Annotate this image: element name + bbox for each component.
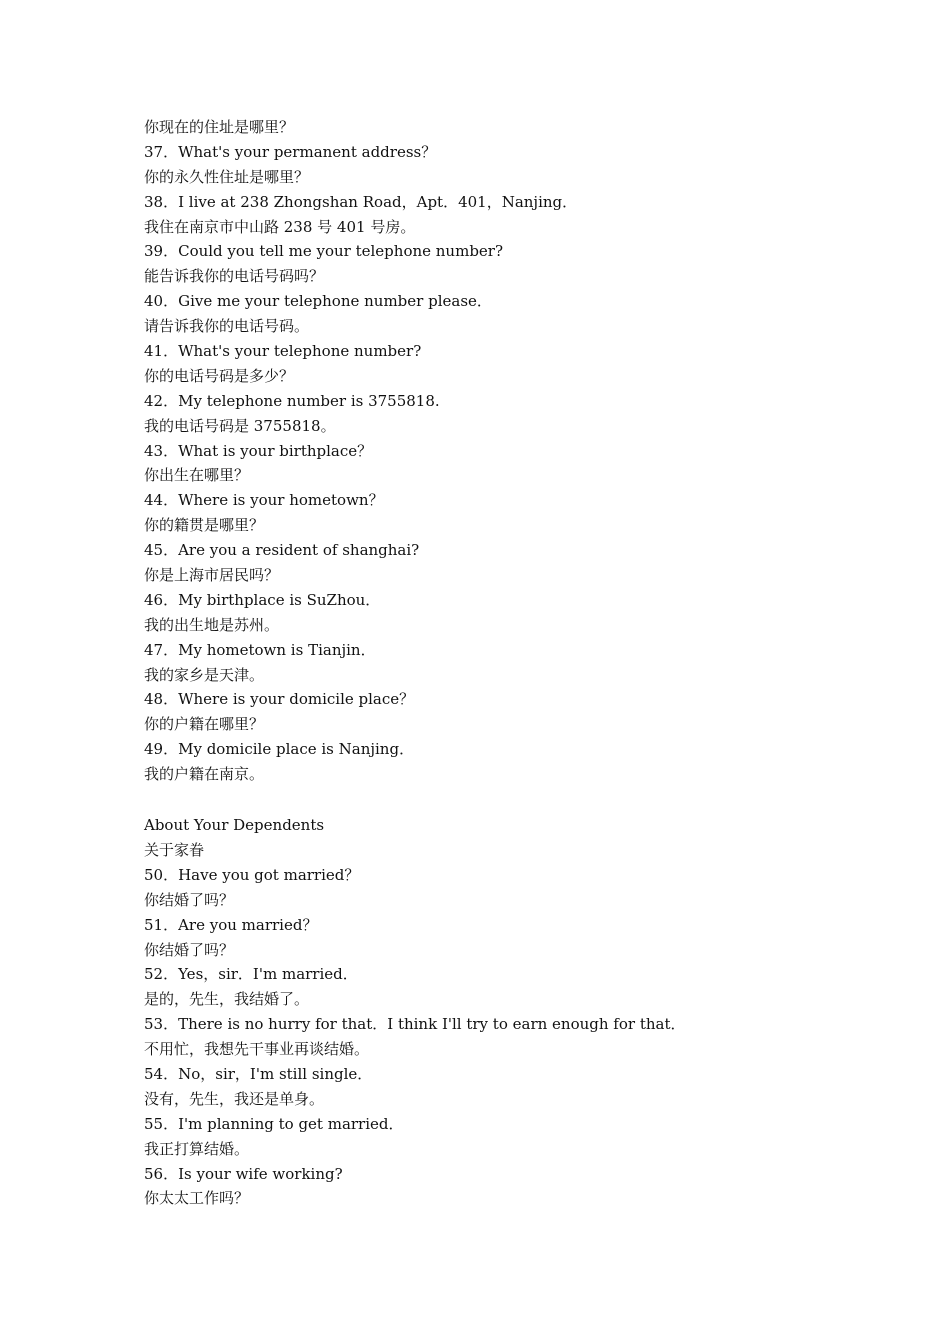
text-line: 56．Is your wife working? <box>144 1164 343 1183</box>
text-line: 47．My hometown is Tianjin． <box>144 640 376 659</box>
text-line: 我正打算结婚。 <box>144 1139 250 1158</box>
text-line: 我的电话号码是 3755818。 <box>144 416 336 435</box>
text-line: 不用忙，我想先干事业再谈结婚。 <box>144 1040 370 1059</box>
text-line: 53．There is no hurry for that．I think I'll try to earn enough for that． <box>144 1015 686 1034</box>
text-line: 40．Give me your telephone number please． <box>144 292 492 311</box>
text-line: 请告诉我你的电话号码。 <box>144 317 310 336</box>
text-line: 我住在南京市中山路 238 号 401 号房。 <box>144 217 416 236</box>
document-content <box>144 115 904 1211</box>
text-line: 44．Where is your hometown？ <box>144 491 384 510</box>
text-line: 48．Where is your domicile place？ <box>144 690 415 709</box>
text-line: 45．Are you a resident of shanghai? <box>144 541 420 560</box>
section-spacer <box>144 787 904 813</box>
text-line: 你是上海市居民吗？ <box>144 566 280 585</box>
text-line: 42．My telephone number is 3755818. <box>144 391 440 410</box>
text-line: 54．No，sir，I'm still single． <box>144 1064 373 1083</box>
text-line: 你的永久性住址是哪里？ <box>144 167 310 186</box>
text-line: 能告诉我你的电话号码吗？ <box>144 267 325 286</box>
text-line: 我的户籍在南京。 <box>144 765 265 784</box>
text-line: 我的家乡是天津。 <box>144 665 265 684</box>
text-line: 38．I live at 238 Zhongshan Road，Apt．401，Nanjing． <box>144 192 578 211</box>
text-line: 46．My birthplace is SuZhou． <box>144 590 381 609</box>
section-title-zh: 关于家眷 <box>144 840 205 859</box>
text-line: 52．Yes，sir．I'm married． <box>144 965 358 984</box>
text-line: 没有，先生，我还是单身。 <box>144 1089 325 1108</box>
text-line: 你的籍贯是哪里？ <box>144 516 265 535</box>
text-line: 你的电话号码是多少？ <box>144 366 295 385</box>
text-line: 43．What is your birthplace？ <box>144 441 373 460</box>
text-line: 37．What's your permanent address？ <box>144 142 437 161</box>
text-line: 41．What's your telephone number? <box>144 342 422 361</box>
text-line: 51．Are you married？ <box>144 915 318 934</box>
text-line: 你结婚了吗？ <box>144 890 235 909</box>
text-line: 是的，先生，我结婚了。 <box>144 990 310 1009</box>
text-line: 39．Could you tell me your telephone number? <box>144 242 504 261</box>
section-title-en: About Your Dependents <box>144 816 325 835</box>
text-line: 你的户籍在哪里？ <box>144 715 265 734</box>
text-line: 49．My domicile place is Nanjing． <box>144 740 415 759</box>
text-line: 你现在的住址是哪里？ <box>144 118 295 136</box>
text-line: 你太太工作吗？ <box>144 1189 250 1208</box>
text-line: 55．I'm planning to get married． <box>144 1114 404 1133</box>
text-line: 我的出生地是苏州。 <box>144 615 280 634</box>
text-line: 50．Have you got married？ <box>144 865 360 884</box>
text-line: 你出生在哪里？ <box>144 466 250 485</box>
text-line: 你结婚了吗？ <box>144 940 235 959</box>
